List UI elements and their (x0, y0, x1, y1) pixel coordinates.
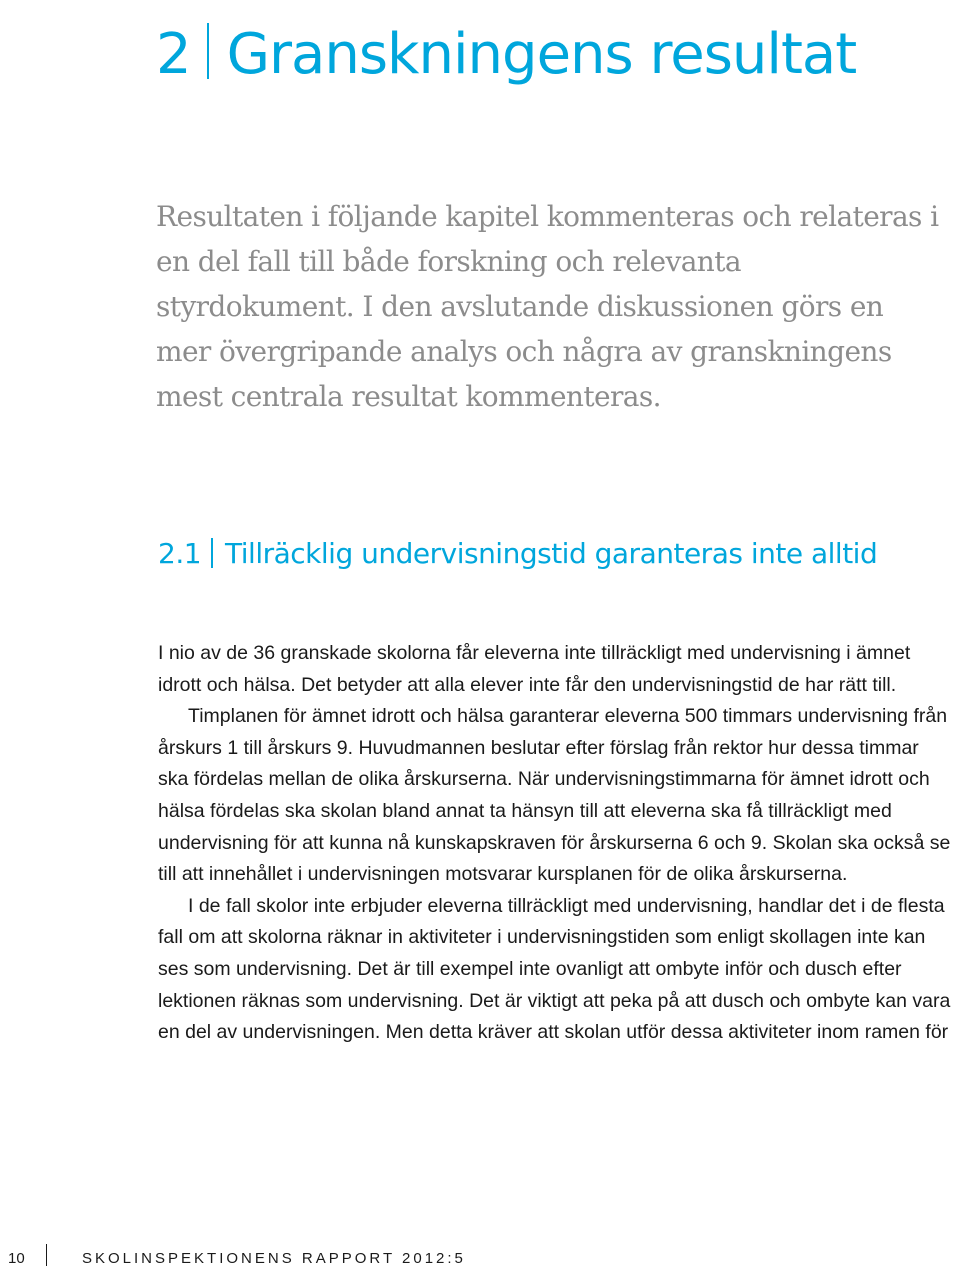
chapter-title-text: Granskningens resultat (226, 22, 857, 87)
body-text (158, 638, 954, 1049)
ingress-text: Resultaten i följande kapitel kommenteras och relateras i en del fall till både forskning och relevanta styrdokument. I den avslutande diskussionen görs en mer övergripande analys och några av granskningens mest centrala resultat kommenteras. (156, 200, 939, 413)
section-number: 2.1 (158, 537, 202, 570)
title-separator (207, 23, 209, 79)
body-paragraph: I nio av de 36 granskade skolorna får eleverna inte tillräckligt med undervisning i ämnet idrott och hälsa. Det betyder att alla elever inte får den undervisningstid de har rätt till. (158, 642, 911, 696)
footer-divider (46, 1244, 47, 1266)
chapter-title (156, 8, 936, 102)
body-paragraph: Timplanen för ämnet idrott och hälsa garanterar eleverna 500 timmars undervisning från årskurs 1 till årskurs 9. Huvudmannen beslutar efter förslag från rektor hur dessa timmar ska fördelas mellan de olika årskurserna. När undervisningstimmarna för ämnet idrott och hälsa fördelas ska skolan bland annat ta hänsyn till att eleverna ska få tillräckligt med undervisning för att kunna nå kunskapskraven för årskurserna 6 och 9. Skolan ska också se till att innehållet i undervisningen motsvarar kursplanen för de olika årskurserna. (158, 705, 951, 886)
chapter-number: 2 (156, 22, 191, 87)
section-title-text: Tillräcklig undervisningstid garanteras inte alltid (225, 537, 878, 570)
page-footer (0, 1244, 960, 1266)
section-heading (158, 530, 928, 578)
body-paragraph: I de fall skolor inte erbjuder eleverna tillräckligt med undervisning, handlar det i de flesta fall om att skolorna räknar in aktiviteter i undervisningstiden som enligt skollagen inte kan ses som undervisning. Det är till exempel inte ovanligt att ombyte inför och dusch efter lektionen räknas som undervisning. Det är viktigt att peka på att dusch och ombyte kan vara en del av undervisningen. Men detta kräver att skolan utför dessa aktiviteter inom ramen för (158, 894, 951, 1044)
section-separator (211, 538, 213, 568)
report-name: SKOLINSPEKTIONENS RAPPORT 2012:5 (82, 1250, 466, 1267)
page-number: 10 (8, 1250, 25, 1267)
